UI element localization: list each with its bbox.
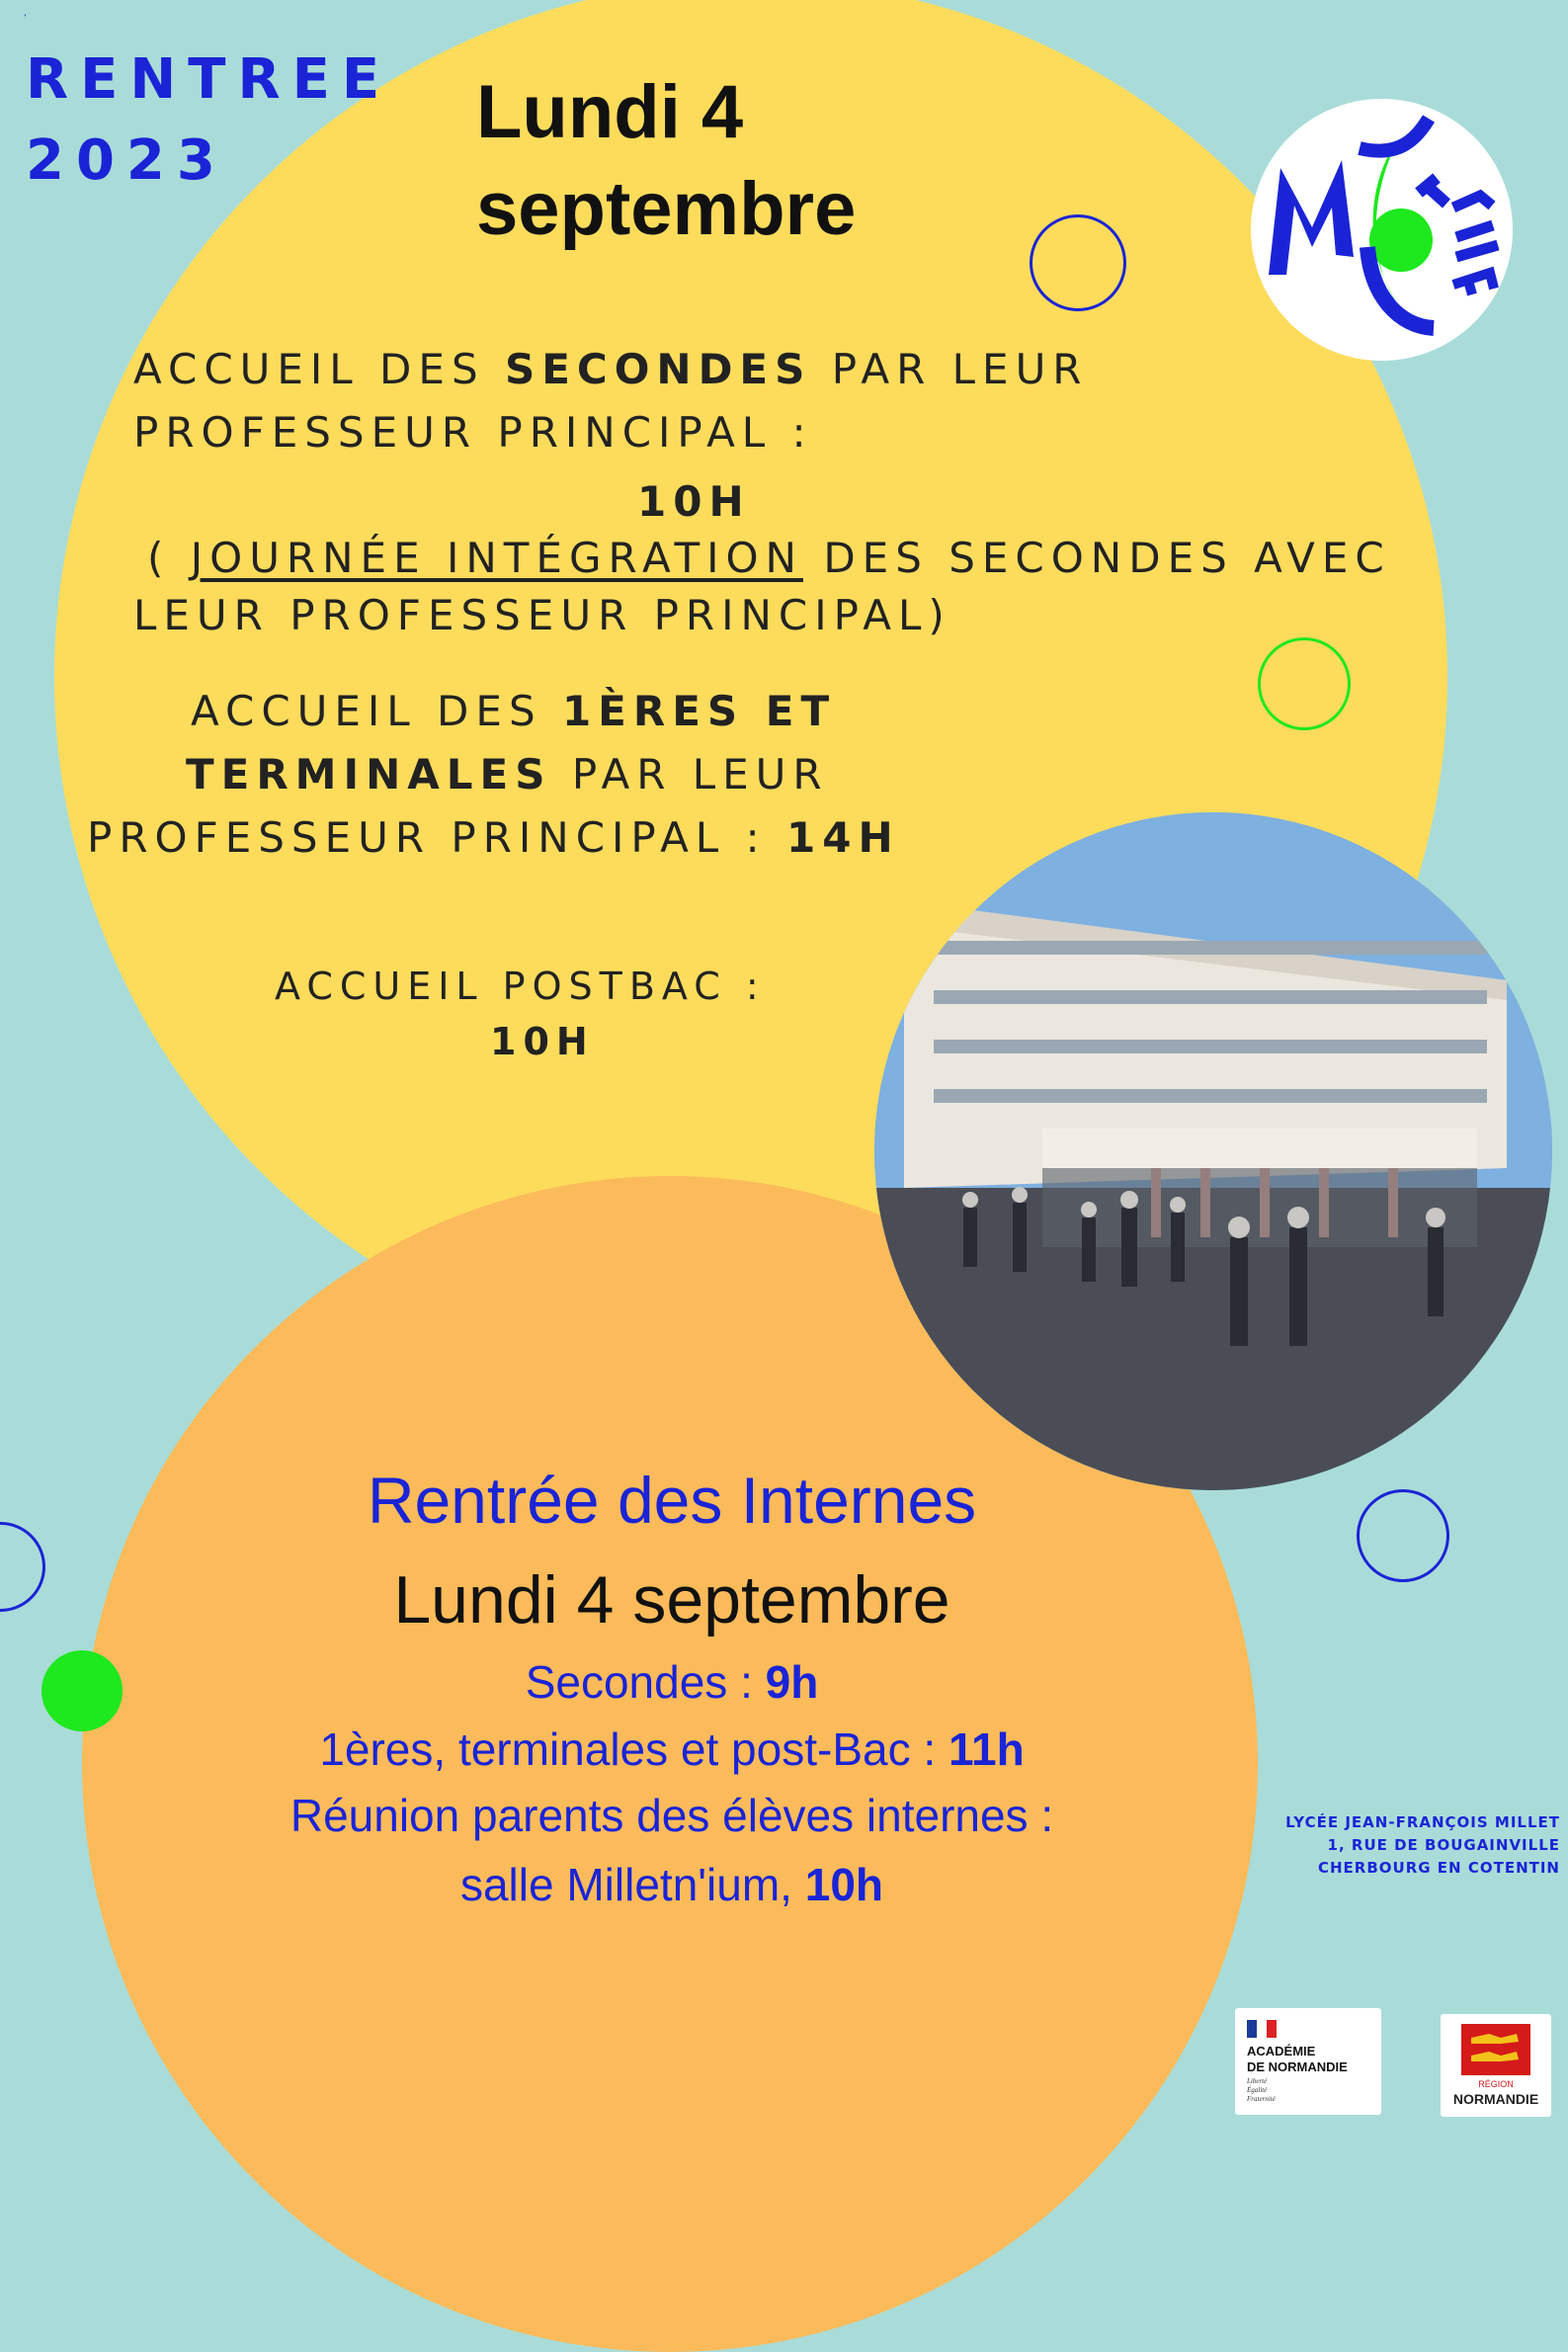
corner-mark: ʼ — [24, 14, 27, 24]
date-line-2: septembre — [476, 167, 857, 251]
integration-note-line-1: ( JOURNÉE INTÉGRATION DES SECONDES AVEC — [147, 534, 1391, 582]
school-building-image — [874, 812, 1552, 1490]
blue-ring-left — [0, 1522, 45, 1612]
secondes-time: 10H — [637, 477, 751, 526]
region-normandie-logo — [1441, 2014, 1551, 2117]
school-photo — [874, 812, 1552, 1490]
page-title — [476, 64, 856, 258]
address-line-1: LYCÉE JEAN-FRANÇOIS MILLET — [1285, 1813, 1560, 1831]
secondes-block — [133, 338, 1089, 464]
academie-line-1: ACADÉMIE — [1247, 2044, 1316, 2058]
academie-motto-1: Liberté — [1247, 2077, 1268, 2085]
internes-reunion-line-1: Réunion parents des élèves internes : — [289, 1790, 1054, 1841]
integration-note — [133, 530, 1391, 644]
rentree-heading — [26, 40, 391, 202]
integration-link: JOURNÉE INTÉGRATION — [190, 534, 803, 582]
blue-ring-right — [1357, 1489, 1449, 1582]
date-line-1: Lundi 4 — [476, 70, 744, 154]
rentree-label: RENTREE — [26, 47, 392, 112]
normandy-lions-icon — [1461, 2024, 1530, 2075]
rentree-year: 2023 — [26, 128, 227, 193]
address-line-2: 1, RUE DE BOUGAINVILLE — [1327, 1836, 1560, 1854]
secondes-line-1: ACCUEIL DES SECONDES PAR LEUR — [133, 345, 1089, 393]
internes-reunion-line-2: salle Milletn'ium, 10h — [459, 1859, 884, 1910]
region-big-label: NORMANDIE — [1452, 2091, 1539, 2107]
secondes-line-2: PROFESSEUR PRINCIPAL : — [133, 408, 813, 457]
academie-motto-3: Fraternité — [1247, 2095, 1276, 2103]
school-logo — [1251, 99, 1513, 361]
school-address — [1285, 1811, 1560, 1880]
postbac-time: 10H — [490, 1020, 595, 1063]
premieres-line-1: ACCUEIL DES 1ÈRES ET — [191, 687, 837, 735]
integration-note-line-2: LEUR PROFESSEUR PRINCIPAL) — [133, 591, 951, 639]
green-ring — [1258, 637, 1351, 730]
internes-secondes: Secondes : 9h — [525, 1656, 819, 1708]
premieres-line-3: PROFESSEUR PRINCIPAL : 14H — [87, 813, 900, 862]
internes-date: Lundi 4 septembre — [393, 1562, 950, 1638]
premieres-line-2: TERMINALES PAR LEUR — [186, 750, 829, 798]
academie-motto-2: Égalité — [1247, 2086, 1268, 2094]
internes-title: Rentrée des Internes — [367, 1464, 977, 1537]
millet-logo-icon — [1251, 99, 1513, 361]
internes-premieres: 1ères, terminales et post-Bac : 11h — [319, 1723, 1025, 1775]
postbac-label: ACCUEIL POSTBAC : — [275, 965, 766, 1008]
academie-line-2: DE NORMANDIE — [1247, 2059, 1348, 2074]
region-small-label: RÉGION — [1478, 2079, 1514, 2089]
blue-ring-top — [1030, 214, 1126, 311]
address-line-3: CHERBOURG EN COTENTIN — [1318, 1859, 1560, 1877]
premieres-block — [87, 680, 900, 870]
academie-normandie-logo — [1235, 2008, 1381, 2115]
postbac-block — [275, 959, 766, 1069]
french-flag-icon — [1247, 2020, 1277, 2038]
